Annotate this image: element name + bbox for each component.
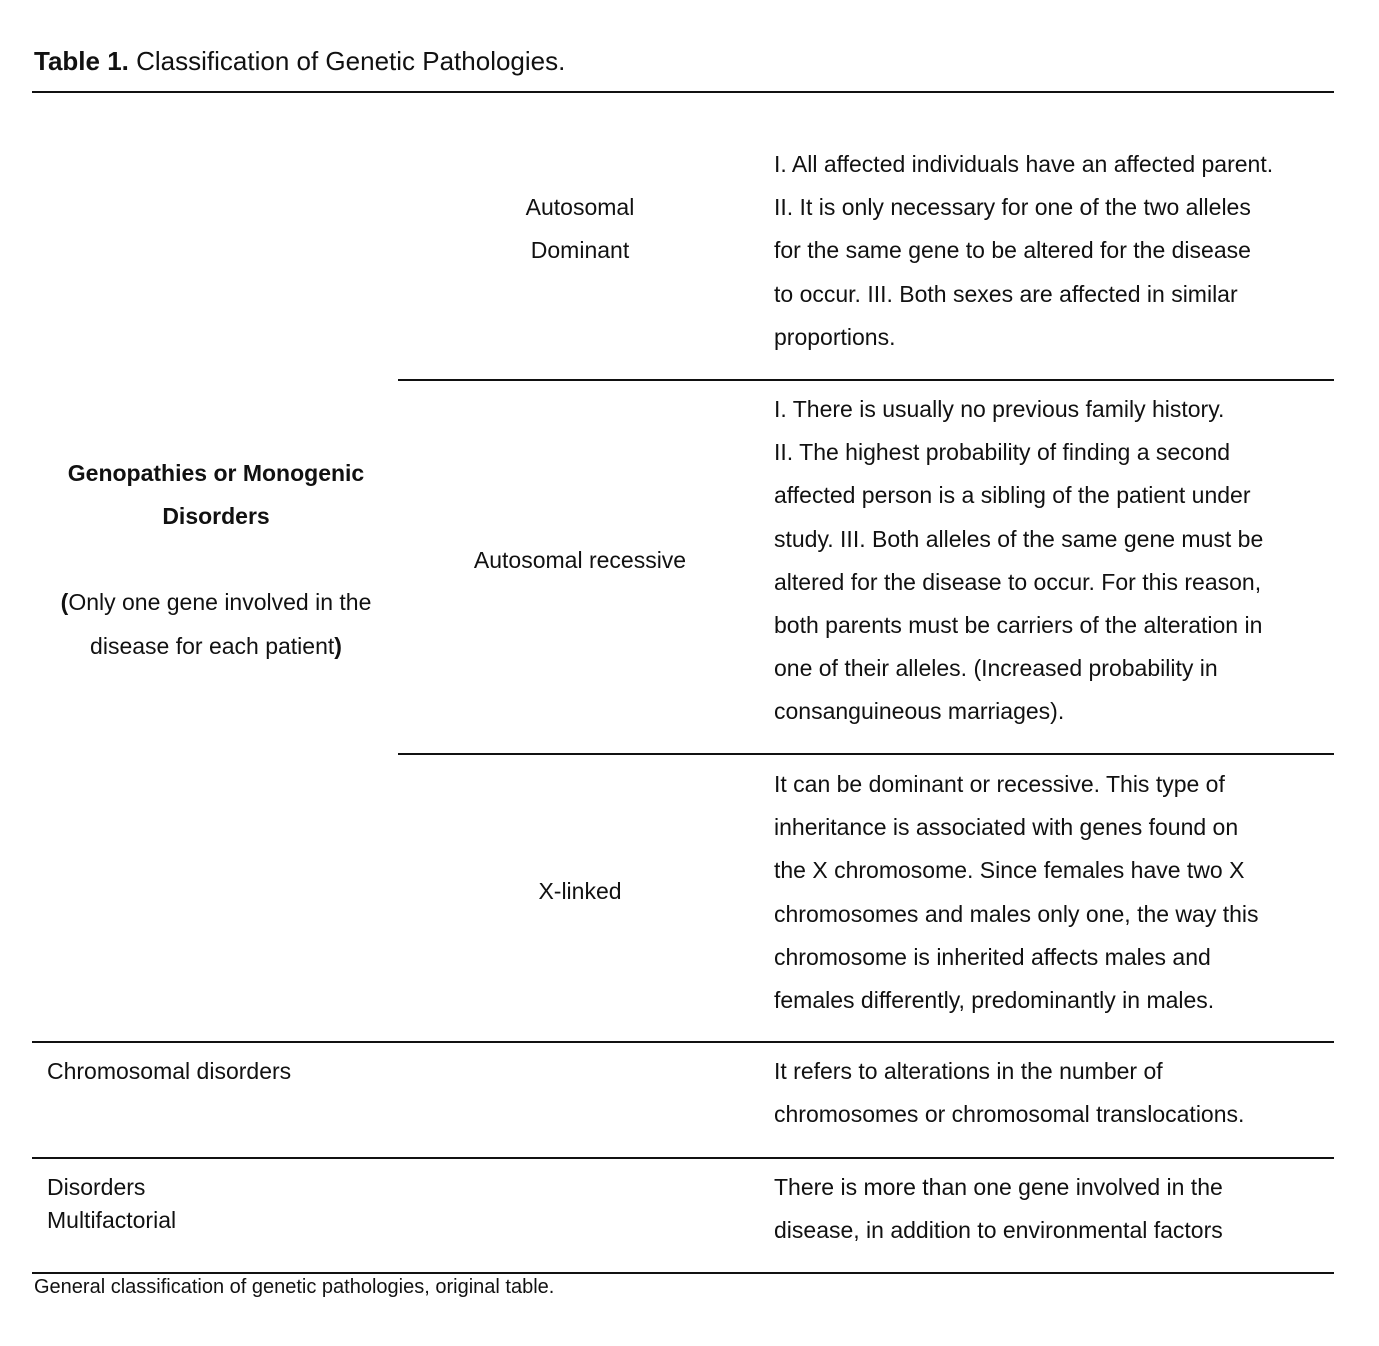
type-autosomal-recessive: Autosomal recessive — [473, 547, 687, 573]
category-monogenic — [40, 452, 392, 668]
row-divider — [32, 1041, 1334, 1043]
desc-autosomal-recessive: I. There is usually no previous family history. II. The highest probability of finding a second affected person is a sibling of the patient under study. III. Both alleles of the same gene must be altered for the disease to occur. For this reason, both parents must be carriers of the alteration in one of their alleles. (Increased probability in consanguineous marriages). — [774, 396, 1264, 725]
type-x-linked: X-linked — [538, 878, 622, 904]
desc-chromosomal: It refers to alterations in the number of chromosomes or chromosomal translocations. — [774, 1058, 1245, 1128]
desc-x-linked: It can be dominant or recessive. This type of inheritance is associated with genes found on the X chromosome. Since females have two X chromosomes and males only one, the way this chromosome is inherited affects males and females differently, predominantly in males. — [774, 771, 1259, 1014]
category-monogenic-note: (Only one gene involved in the disease for each patient) — [60, 589, 372, 659]
table-title: Classification of Genetic Pathologies. — [136, 46, 566, 76]
row-divider — [398, 753, 1334, 755]
category-multifactorial: Disorders Multifactorial — [47, 1174, 177, 1233]
row-divider — [398, 379, 1334, 381]
table-caption — [34, 44, 565, 78]
desc-multifactorial: There is more than one gene involved in the disease, in addition to environmental factors — [774, 1174, 1223, 1244]
category-chromosomal: Chromosomal disorders — [47, 1058, 292, 1084]
desc-autosomal-dominant: I. All affected individuals have an affected parent. II. It is only necessary for one of the two alleles for the same gene to be altered for the disease to occur. III. Both sexes are affected in similar proportions. — [774, 151, 1274, 350]
category-monogenic-title: Genopathies or Monogenic Disorders — [67, 460, 365, 530]
type-autosomal-dominant: Autosomal Dominant — [525, 194, 635, 264]
row-divider — [32, 1157, 1334, 1159]
table-label: Table 1. — [34, 46, 129, 76]
table-footnote: General classification of genetic pathologies, original table. — [34, 1276, 555, 1298]
table-top-rule — [32, 91, 1334, 93]
